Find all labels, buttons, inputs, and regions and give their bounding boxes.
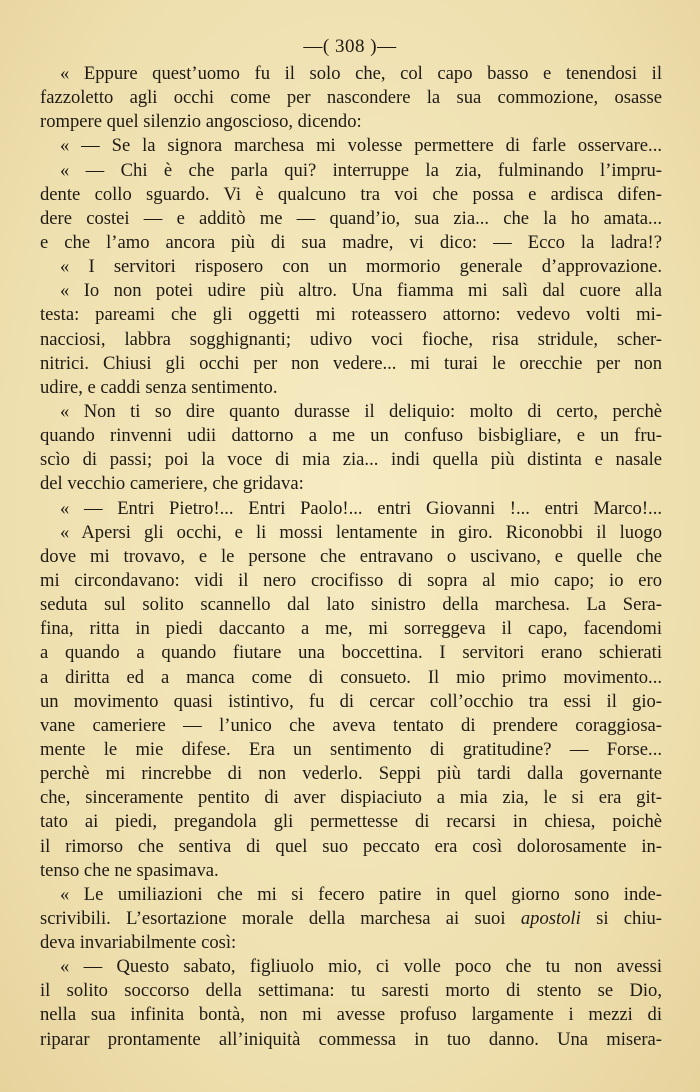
text-line: e che l’amo ancora più di sua madre, vi dico: — Ecco la ladra!? [40,231,662,253]
text-line: « Apersi gli occhi, e li mossi lentamente in giro. Riconobbi il luogo [60,521,662,543]
text-line: quando rinvenni udii dattorno a me un confuso bisbigliare, e un fru- [40,425,662,447]
text-line: mente le mie difese. Era un sentimento di gratitudine? — Forse... [40,738,662,760]
text-line: scrivibili. L’esortazione morale della marchesa ai suoi apostoli si chiu- [40,907,662,929]
text-line: « — Entri Pietro!... Entri Paolo!... entri Giovanni !... entri Marco!... [60,497,662,519]
text-line: nitrici. Chiusi gli occhi per non vedere... mi turai le orecchie per non [40,352,662,374]
text-line: udire, e caddi senza sentimento. [40,376,278,398]
text-line: a quando a quando fiutare una boccettina. I servitori erano schierati [40,642,662,664]
text-line: « — Questo sabato, figliuolo mio, ci volle poco che tu non avessi [60,956,662,978]
text-line: « — Se la signora marchesa mi volesse permettere di farle osservare... [60,135,662,157]
text-line: « Non ti so dire quanto durasse il deliquio: molto di certo, perchè [60,400,662,422]
text-line: a diritta ed a manca come di consueto. Il mio primo movimento... [40,666,662,688]
text-line: del vecchio cameriere, che gridava: [40,473,304,495]
text-line: riparar prontamente all’iniquità commessa in tuo danno. Una misera- [40,1028,662,1050]
text-line: fina, ritta in piedi daccanto a me, mi sorreggeva il capo, facendomi [40,618,662,640]
text-line: che, sinceramente pentito di aver dispiaciuto a mia zia, le si era git- [40,787,662,809]
text-line: rompere quel silenzio angoscioso, dicendo: [40,111,362,133]
text-line: tenso che ne spasimava. [40,859,219,881]
text-line: dove mi trovavo, e le persone che entravano o uscivano, e quelle che [40,545,662,567]
text-line: dente collo sguardo. Vi è qualcuno tra voi che possa e ardisca difen- [40,183,662,205]
text-line: il solito soccorso della settimana: tu saresti morto di stento se Dio, [40,980,662,1002]
text-line: « Le umiliazioni che mi si fecero patire in quel giorno sono inde- [60,883,662,905]
text-line: « Eppure quest’uomo fu il solo che, col capo basso e tenendosi il [60,63,662,84]
text-line: fazzoletto agli occhi come per nascondere la sua commozione, osasse [40,87,662,109]
text-line: il rimorso che sentiva di quel suo peccato era così dolorosamente in- [40,835,662,857]
page-header: —( 308 )— [303,36,397,57]
text-line: dere costei — e additò me — quand’io, sua zia... che la ho amata... [40,207,662,229]
text-line: nella sua infinita bontà, non mi avesse profuso largamente i mezzi di [40,1004,662,1026]
body-text [40,62,662,1052]
text-line: perchè mi rincrebbe di non vederlo. Seppi più tardi dalla governante [40,763,662,785]
text-line: testa: pareami che gli oggetti mi roteassero attorno: vedevo volti mi- [40,304,662,326]
text-line: « I servitori risposero con un mormorio generale d’approvazione. [60,256,662,278]
text-line: vane cameriere — l’unico che aveva tentato di prendere coraggiosa- [40,714,662,736]
text-line: tato ai piedi, pregandola gli permettesse di recarsi in chiesa, poichè [40,811,662,833]
text-line: un movimento quasi istintivo, fu di cercar coll’occhio tra essi il gio- [40,690,662,712]
text-line: mi circondavano: vidi il nero crocifisso di sopra al mio capo; io ero [40,569,662,591]
text-line: seduta sul solito scannello dal lato sinistro della marchesa. La Sera- [40,594,662,616]
text-line: scìo di passi; poi la voce di mia zia... indi quella più distinta e nasale [40,449,662,471]
text-line: « — Chi è che parla qui? interruppe la zia, fulminando l’impru- [60,159,662,181]
text-line: deva invariabilmente così: [40,932,237,954]
text-line: « Io non potei udire più altro. Una fiamma mi salì dal cuore alla [60,280,662,302]
italic-word: apostoli [520,907,581,929]
text-line: nacciosi, labbra sogghignanti; udivo voci fioche, risa stridule, scher- [40,328,662,350]
